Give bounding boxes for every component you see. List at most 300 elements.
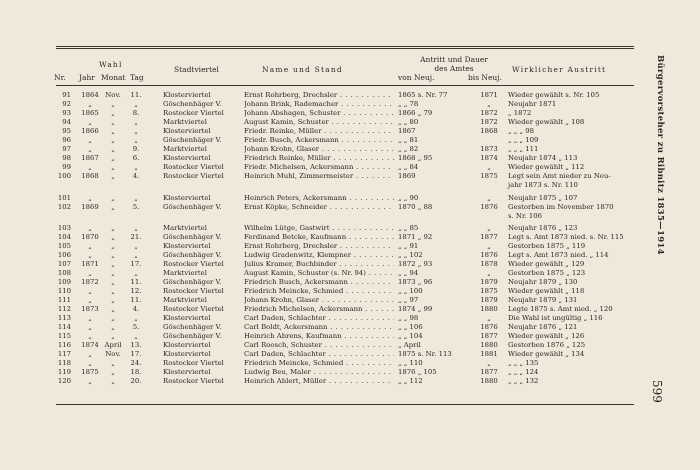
- cell-bis: „: [487, 268, 491, 277]
- cell-tag: 24.: [130, 359, 142, 368]
- header-von: von Neuj.: [398, 73, 435, 82]
- header-bis: bis Neuj.: [468, 73, 502, 82]
- table-row: [0, 100, 640, 109]
- cell-tag: 17.: [130, 259, 142, 268]
- cell-austritt: Legt s. Amt 1873 nied. s. Nr. 115: [508, 232, 624, 241]
- table-row-continuation: [0, 181, 640, 190]
- cell-jahr: 1874: [81, 341, 99, 350]
- table-row: [0, 109, 640, 118]
- cell-bis: 1872: [480, 109, 498, 118]
- cell-monat: „: [111, 163, 115, 172]
- cell-jahr: „: [88, 163, 92, 172]
- cell-name-stand: Ludwig Gradenwitz, Klempner . . .: [244, 251, 394, 260]
- cell-monat: „: [111, 277, 115, 286]
- cell-jahr: „: [88, 286, 92, 295]
- cell-von: 1872 „ 93: [398, 259, 433, 268]
- cell-von: 1871 „ 92: [398, 232, 433, 241]
- cell-von: 1865 s. Nr. 77: [398, 91, 448, 99]
- table-row: [0, 242, 640, 251]
- cell-von: „ „ 106: [398, 323, 423, 332]
- cell-name-stand: Friedrich Meincke, Schmied . . .: [244, 359, 394, 368]
- cell-tag: „: [134, 136, 138, 145]
- cell-austritt: „ „ „ 98: [508, 127, 535, 136]
- table-row: [0, 377, 640, 386]
- cell-name-stand: Friedr. Reinke, Müller . . .: [244, 127, 394, 136]
- cell-stadtviertel: Klosterviertel: [163, 91, 211, 99]
- cell-nr: 120: [57, 377, 71, 386]
- cell-name-stand: Ernst Rohrberg, Drechsler . . .: [244, 91, 394, 100]
- cell-nr: 114: [57, 323, 71, 332]
- cell-name-stand: Heinrich Ahlert, Müller . . .: [244, 377, 394, 386]
- cell-stadtviertel: Klosterviertel: [163, 241, 211, 250]
- cell-austritt: Legt sein Amt nieder zu Neu-: [508, 172, 611, 181]
- cell-von: „ „ 94: [398, 268, 419, 277]
- cell-tag: 11.: [130, 296, 142, 305]
- cell-nr: 99: [62, 163, 71, 172]
- cell-stadtviertel: Rostocker Viertel: [163, 109, 224, 118]
- table-row: [0, 323, 640, 332]
- cell-jahr: „: [88, 223, 92, 232]
- cell-jahr: „: [88, 118, 92, 127]
- cell-stadtviertel: Marktviertel: [163, 223, 207, 232]
- header-stadtviertel: Stadtviertel: [174, 65, 219, 74]
- cell-tag: 11.: [130, 91, 142, 99]
- cell-monat: „: [111, 323, 115, 332]
- cell-tag: „: [134, 250, 138, 259]
- cell-nr: 119: [57, 368, 71, 377]
- cell-austritt: Wieder gewählt „ 134: [508, 350, 585, 359]
- cell-bis: 1879: [480, 277, 498, 286]
- cell-monat: „: [111, 359, 115, 368]
- cell-austritt: „ „ „ 135: [508, 359, 539, 368]
- cell-stadtviertel: Marktviertel: [163, 118, 207, 127]
- cell-monat: April: [104, 341, 122, 350]
- cell-name-stand: Friedr. Michelsen, Ackersmann . . .: [244, 163, 394, 172]
- cell-stadtviertel: Göschenhäger V.: [163, 332, 222, 341]
- cell-nr: 104: [57, 232, 71, 241]
- cell-nr: 98: [62, 154, 71, 163]
- cell-jahr: 1866: [81, 127, 99, 136]
- cell-von: „ „ 78: [398, 100, 419, 109]
- cell-stadtviertel: Rostocker Viertel: [163, 286, 224, 295]
- cell-tag: 11.: [130, 277, 142, 286]
- cell-bis: 1871: [480, 91, 498, 99]
- cell-nr: 96: [62, 136, 71, 145]
- cell-jahr: 1875: [81, 368, 99, 377]
- cell-tag: 13.: [130, 341, 142, 350]
- cell-stadtviertel: Rostocker Viertel: [163, 163, 224, 172]
- cell-von: „ „ 100: [398, 286, 423, 295]
- header-wahl: Wahl: [99, 60, 123, 69]
- cell-name-stand: Johann Krohn, Glaser . . .: [244, 145, 394, 154]
- cell-name-stand: Heinrich Ahrens, Kaufmann . . .: [244, 332, 394, 341]
- top-rule: [56, 46, 634, 47]
- cell-name-stand: Friedr. Busch, Ackersmann . . .: [244, 136, 394, 145]
- cell-austritt: „ 1872: [508, 109, 532, 118]
- cell-jahr: „: [88, 100, 92, 109]
- cell-bis: 1880: [480, 377, 498, 386]
- cell-jahr: „: [88, 332, 92, 341]
- cell-bis: 1868: [480, 127, 498, 136]
- table-row: [0, 233, 640, 242]
- cell-jahr: „: [88, 193, 92, 202]
- cell-tag: 8.: [132, 109, 140, 118]
- cell-tag: 4.: [132, 305, 140, 314]
- cell-tag: „: [134, 193, 138, 202]
- cell-austritt: Neujahr 1874 „ 113: [508, 154, 578, 163]
- table-row: [0, 332, 640, 341]
- cell-name-stand: Carl Boldt, Ackersmann . . .: [244, 323, 394, 332]
- cell-von: 1875 s. Nr. 113: [398, 350, 452, 359]
- cell-austritt: Neujahr 1879 „ 131: [508, 296, 578, 305]
- cell-stadtviertel: Klosterviertel: [163, 350, 211, 359]
- table-row: [0, 127, 640, 136]
- cell-nr: 108: [57, 268, 71, 277]
- cell-nr: 102: [57, 202, 71, 211]
- cell-tag: „: [134, 314, 138, 323]
- cell-austritt: Legte 1875 s. Amt nied. „ 120: [508, 305, 613, 314]
- cell-nr: 94: [62, 118, 71, 127]
- cell-stadtviertel: Rostocker Viertel: [163, 305, 224, 314]
- cell-monat: „: [111, 223, 115, 232]
- cell-stadtviertel: Göschenhäger V.: [163, 277, 222, 286]
- cell-jahr: „: [88, 323, 92, 332]
- cell-bis: 1878: [480, 259, 498, 268]
- table-row: [0, 350, 640, 359]
- header-tag: Tag: [130, 73, 144, 82]
- cell-von: „ April: [398, 341, 421, 350]
- cell-stadtviertel: Göschenhäger V.: [163, 202, 222, 211]
- header-jahr: Jahr: [79, 73, 95, 82]
- header-rule: [56, 85, 634, 86]
- cell-stadtviertel: Klosterviertel: [163, 193, 211, 202]
- cell-von: 1866 „ 79: [398, 109, 433, 118]
- cell-stadtviertel: Rostocker Viertel: [163, 259, 224, 268]
- table-row: [0, 224, 640, 233]
- cell-jahr: 1871: [81, 259, 99, 268]
- cell-stadtviertel: Klosterviertel: [163, 341, 211, 350]
- cell-nr: 109: [57, 277, 71, 286]
- cell-nr: 115: [57, 332, 71, 341]
- cell-bis: 1872: [480, 118, 498, 127]
- cell-austritt: jahr 1873 s. Nr. 110: [508, 181, 578, 190]
- cell-von: 1876 „ 105: [398, 368, 437, 377]
- table-row: [0, 260, 640, 269]
- cell-jahr: „: [88, 241, 92, 250]
- cell-monat: „: [111, 268, 115, 277]
- header-name-stand: Name und Stand: [262, 65, 343, 74]
- cell-austritt: Gestorben im November 1870: [508, 202, 614, 211]
- table-row: [0, 368, 640, 377]
- cell-jahr: 1872: [81, 277, 99, 286]
- cell-bis: 1880: [480, 341, 498, 350]
- cell-von: „ „ 82: [398, 145, 419, 154]
- cell-stadtviertel: Klosterviertel: [163, 154, 211, 163]
- cell-monat: „: [111, 172, 115, 181]
- cell-nr: 92: [62, 100, 71, 109]
- cell-nr: 110: [57, 286, 71, 295]
- cell-name-stand: August Kamin, Schuster (s. Nr. 94) . . .: [244, 269, 394, 278]
- cell-monat: „: [111, 332, 115, 341]
- cell-tag: 9.: [132, 145, 140, 154]
- table-row: [0, 91, 640, 100]
- cell-stadtviertel: Rostocker Viertel: [163, 359, 224, 368]
- table-row: [0, 163, 640, 172]
- cell-bis: „: [487, 100, 491, 109]
- cell-jahr: 1865: [81, 109, 99, 118]
- cell-monat: „: [111, 154, 115, 163]
- cell-bis: 1876: [480, 250, 498, 259]
- cell-name-stand: Friedrich Busch, Ackersmann . . .: [244, 278, 394, 287]
- table-row: [0, 194, 640, 203]
- cell-von: „ „ 91: [398, 241, 419, 250]
- cell-tag: „: [134, 127, 138, 136]
- cell-austritt: Neujahr 1879 „ 130: [508, 277, 578, 286]
- cell-stadtviertel: Klosterviertel: [163, 368, 211, 377]
- cell-austritt: Legt s. Amt 1873 nied. „ 114: [508, 250, 609, 259]
- cell-von: „ „ 112: [398, 377, 423, 386]
- cell-austritt: „ „ „ 132: [508, 377, 539, 386]
- cell-tag: 20.: [130, 377, 142, 386]
- cell-stadtviertel: Klosterviertel: [163, 127, 211, 136]
- cell-nr: 106: [57, 250, 71, 259]
- cell-austritt: „ „ „ 111: [508, 145, 539, 154]
- cell-tag: 6.: [132, 154, 140, 163]
- cell-austritt: Gestorben 1875 „ 123: [508, 268, 586, 277]
- cell-von: 1870 „ 88: [398, 202, 433, 211]
- cell-monat: „: [111, 305, 115, 314]
- header-monat: Monat: [101, 73, 126, 82]
- header-antritt-2: des Amtes: [434, 64, 474, 73]
- cell-tag: „: [134, 100, 138, 109]
- cell-bis: „: [487, 359, 491, 368]
- cell-name-stand: Johann Brink, Rademacher . . .: [244, 100, 394, 109]
- cell-stadtviertel: Göschenhäger V.: [163, 250, 222, 259]
- cell-name-stand: Ludwig Beu, Maler . . .: [244, 368, 394, 377]
- cell-name-stand: Wilhelm Lütge, Gastwirt . . .: [244, 224, 394, 233]
- table-row: [0, 145, 640, 154]
- cell-tag: „: [134, 118, 138, 127]
- cell-nr: 93: [62, 109, 71, 118]
- cell-nr: 97: [62, 145, 71, 154]
- cell-name-stand: Carl Roosch, Schuster . . .: [244, 341, 394, 350]
- register-table: [0, 91, 640, 387]
- cell-monat: „: [111, 193, 115, 202]
- cell-stadtviertel: Klosterviertel: [163, 314, 211, 323]
- cell-jahr: „: [88, 314, 92, 323]
- cell-nr: 113: [57, 314, 71, 323]
- cell-nr: 100: [57, 172, 71, 181]
- cell-name-stand: August Kamin, Schuster . . .: [244, 118, 394, 127]
- cell-austritt: Wieder gewählt „ 126: [508, 332, 585, 341]
- cell-tag: „: [134, 163, 138, 172]
- cell-nr: 111: [57, 296, 71, 305]
- cell-austritt: Wieder gewählt „ 129: [508, 259, 585, 268]
- cell-monat: „: [111, 377, 115, 386]
- cell-monat: „: [111, 127, 115, 136]
- cell-von: „ „ 104: [398, 332, 423, 341]
- cell-name-stand: Julius Kramer, Buchbinder . . .: [244, 260, 394, 269]
- cell-monat: „: [111, 314, 115, 323]
- table-row: [0, 287, 640, 296]
- cell-von: 1867: [398, 127, 416, 136]
- cell-nr: 105: [57, 241, 71, 250]
- cell-nr: 103: [57, 223, 71, 232]
- cell-von: „ „ 80: [398, 118, 419, 127]
- cell-bis: 1879: [480, 296, 498, 305]
- cell-bis: 1873: [480, 145, 498, 154]
- cell-tag: 5.: [132, 323, 140, 332]
- cell-austritt: Neujahr 1871: [508, 100, 557, 109]
- cell-von: 1868 „ 95: [398, 154, 433, 163]
- cell-name-stand: Ernst Köpke, Schneider . . .: [244, 203, 394, 212]
- page-number: 599: [650, 380, 664, 403]
- cell-name-stand: Heinrich Muhl, Zimmermeister . . .: [244, 172, 394, 181]
- cell-bis: „: [487, 193, 491, 202]
- cell-bis: 1875: [480, 286, 498, 295]
- table-row: [0, 296, 640, 305]
- cell-name-stand: Johann Krohn, Glaser . . .: [244, 296, 394, 305]
- table-row: [0, 118, 640, 127]
- cell-jahr: „: [88, 296, 92, 305]
- cell-jahr: 1867: [81, 154, 99, 163]
- cell-monat: „: [111, 232, 115, 241]
- cell-name-stand: Johann Abshagen, Schuster . . .: [244, 109, 394, 118]
- cell-name-stand: Ferdinand Betcke, Kaufmann . . .: [244, 233, 394, 242]
- cell-jahr: „: [88, 377, 92, 386]
- cell-name-stand: Ernst Rohrberg, Drechsler . . .: [244, 242, 394, 251]
- cell-stadtviertel: Marktviertel: [163, 296, 207, 305]
- cell-jahr: „: [88, 268, 92, 277]
- cell-monat: „: [111, 145, 115, 154]
- cell-austritt: Wieder gewählt „ 112: [508, 163, 585, 172]
- cell-name-stand: Friedrich Michelsen, Ackersmann . . .: [244, 305, 394, 314]
- cell-nr: 101: [57, 193, 71, 202]
- cell-stadtviertel: Marktviertel: [163, 268, 207, 277]
- top-rule-double: [56, 48, 634, 49]
- cell-austritt: „ „ „ 109: [508, 136, 539, 145]
- cell-austritt: „ „ „ 124: [508, 368, 539, 377]
- header-nr: Nr.: [54, 73, 66, 82]
- table-row: [0, 154, 640, 163]
- cell-monat: Nov.: [105, 350, 121, 359]
- cell-jahr: „: [88, 350, 92, 359]
- cell-name-stand: Heinrich Peters, Ackersmann . . .: [244, 194, 394, 203]
- cell-von: „ „ 90: [398, 193, 419, 202]
- table-row-continuation: [0, 212, 640, 221]
- table-row: [0, 278, 640, 287]
- cell-austritt: Wieder gewählt „ 118: [508, 286, 585, 295]
- cell-jahr: „: [88, 136, 92, 145]
- cell-tag: 21.: [130, 232, 142, 241]
- cell-bis: 1881: [480, 350, 498, 359]
- cell-tag: „: [134, 332, 138, 341]
- cell-von: „ „ 110: [398, 359, 423, 368]
- cell-stadtviertel: Rostocker Viertel: [163, 172, 224, 181]
- cell-monat: „: [111, 202, 115, 211]
- cell-austritt: Neujahr 1876 „ 123: [508, 223, 578, 232]
- cell-bis: „: [487, 163, 491, 172]
- cell-stadtviertel: Göschenhäger V.: [163, 100, 222, 109]
- cell-stadtviertel: Göschenhäger V.: [163, 232, 222, 241]
- cell-tag: „: [134, 223, 138, 232]
- cell-tag: 4.: [132, 172, 140, 181]
- cell-monat: „: [111, 250, 115, 259]
- cell-nr: 116: [57, 341, 71, 350]
- cell-nr: 107: [57, 259, 71, 268]
- cell-bis: 1876: [480, 323, 498, 332]
- cell-monat: „: [111, 296, 115, 305]
- cell-bis: 1880: [480, 305, 498, 314]
- cell-nr: 112: [57, 305, 71, 314]
- cell-jahr: „: [88, 250, 92, 259]
- cell-bis: „: [487, 241, 491, 250]
- table-row: [0, 359, 640, 368]
- table-row: [0, 136, 640, 145]
- cell-stadtviertel: Göschenhäger V.: [163, 136, 222, 145]
- cell-name-stand: Carl Daden, Schlachter . . .: [244, 350, 394, 359]
- cell-austritt: Wieder gewählt s. Nr. 105: [508, 91, 600, 99]
- cell-name-stand: Friedrich Meincke, Schmied . . .: [244, 287, 394, 296]
- cell-monat: „: [111, 259, 115, 268]
- cell-jahr: 1864: [81, 91, 99, 99]
- cell-von: „ „ 81: [398, 136, 419, 145]
- cell-name-stand: Friedrich Reinke, Müller . . .: [244, 154, 394, 163]
- cell-tag: 12.: [130, 286, 142, 295]
- table-row: [0, 269, 640, 278]
- cell-bis: 1875: [480, 172, 498, 181]
- cell-monat: „: [111, 118, 115, 127]
- cell-bis: „: [487, 223, 491, 232]
- cell-tag: 5.: [132, 202, 140, 211]
- cell-von: 1869: [398, 172, 416, 181]
- header-antritt-1: Antritt und Dauer: [420, 55, 488, 64]
- table-row: [0, 203, 640, 212]
- cell-austritt: Neujahr 1876 „ 121: [508, 323, 578, 332]
- cell-jahr: „: [88, 145, 92, 154]
- cell-von: „ „ 98: [398, 314, 419, 323]
- header-austritt: Wirklicher Austritt: [512, 65, 607, 74]
- cell-stadtviertel: Marktviertel: [163, 145, 207, 154]
- cell-austritt: s. Nr. 106: [508, 211, 543, 220]
- cell-bis: „: [487, 314, 491, 323]
- cell-bis: 1877: [480, 368, 498, 377]
- cell-monat: „: [111, 100, 115, 109]
- cell-monat: „: [111, 368, 115, 377]
- table-row: [0, 314, 640, 323]
- cell-austritt: Gestorben 1875 „ 119: [508, 241, 586, 250]
- cell-nr: 95: [62, 127, 71, 136]
- cell-tag: 18.: [130, 368, 142, 377]
- cell-stadtviertel: Rostocker Viertel: [163, 377, 224, 386]
- cell-bis: 1877: [480, 332, 498, 341]
- cell-monat: „: [111, 286, 115, 295]
- cell-tag: „: [134, 268, 138, 277]
- cell-monat: „: [111, 136, 115, 145]
- cell-austritt: Die Wahl ist ungültig „ 116: [508, 314, 603, 323]
- cell-name-stand: Carl Daden, Schlachter . . .: [244, 314, 394, 323]
- cell-austritt: Neujahr 1875 „ 107: [508, 193, 578, 202]
- cell-von: „ „ 102: [398, 250, 423, 259]
- cell-nr: 118: [57, 359, 71, 368]
- table-row: [0, 172, 640, 181]
- table-row: [0, 251, 640, 260]
- cell-jahr: 1868: [81, 172, 99, 181]
- cell-austritt: Gestorben 1876 „ 125: [508, 341, 586, 350]
- cell-nr: 117: [57, 350, 71, 359]
- table-row: [0, 305, 640, 314]
- cell-jahr: „: [88, 359, 92, 368]
